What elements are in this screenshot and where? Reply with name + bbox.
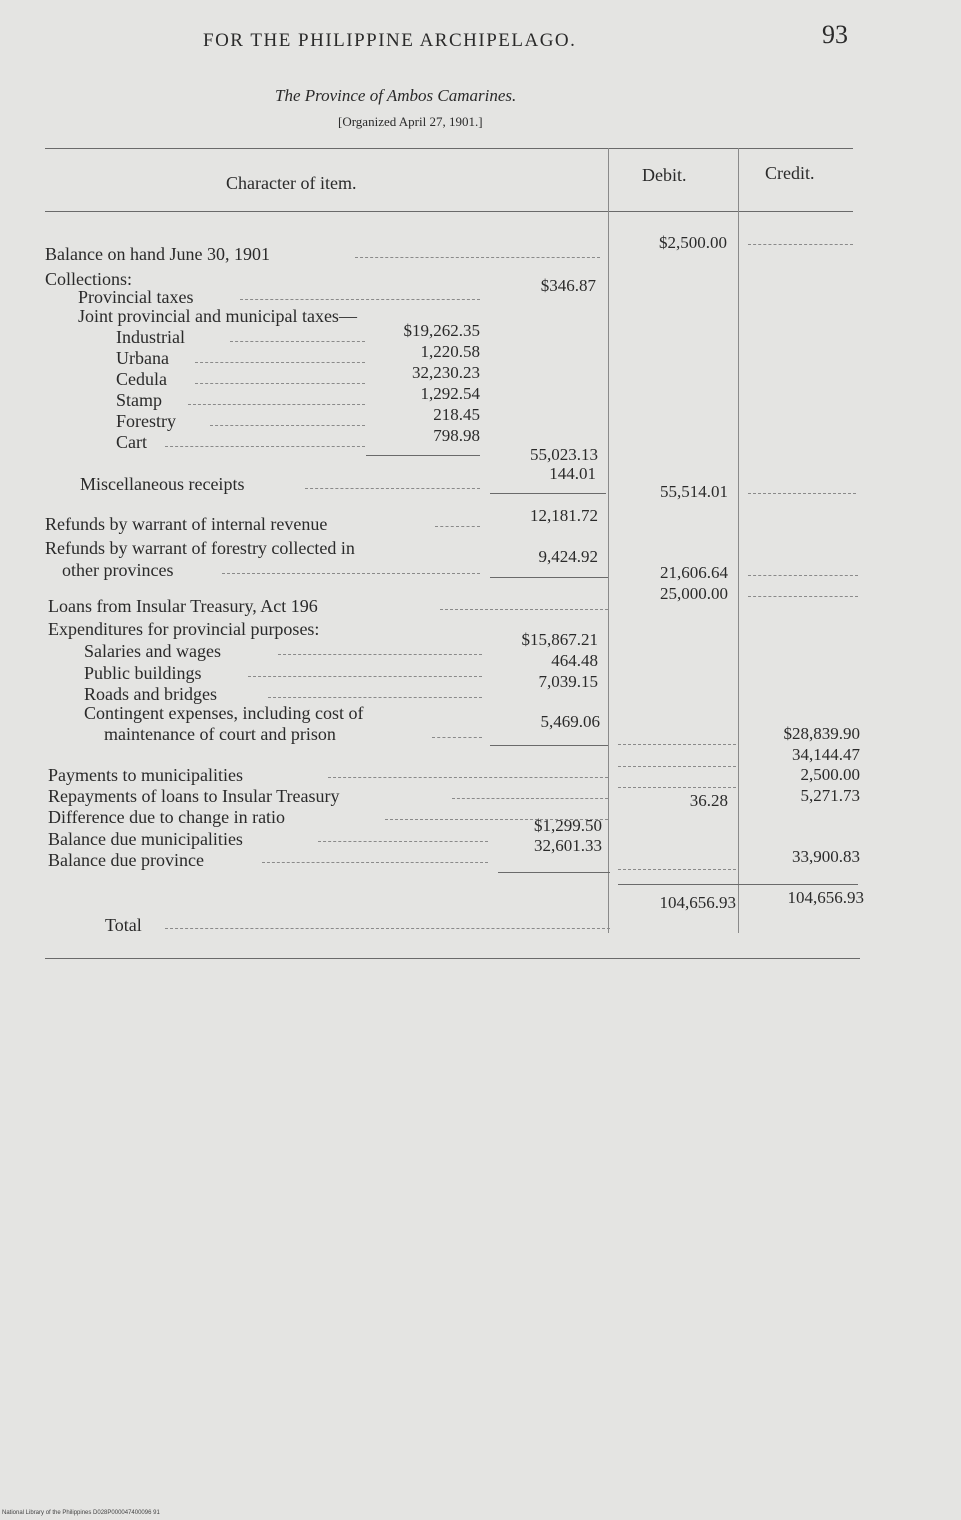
leader-dots <box>748 244 853 245</box>
row-joint-taxes-label: Joint provincial and municipal taxes— <box>78 306 357 326</box>
row-forestry-amount: 218.45 <box>433 405 480 424</box>
leader-dots <box>262 862 488 863</box>
row-balance-province-label: Balance due province <box>48 850 204 870</box>
leader-dots <box>305 488 480 489</box>
row-misc-receipts-amount: 144.01 <box>549 464 596 483</box>
row-urbana-amount: 1,220.58 <box>420 342 480 361</box>
leader-dots <box>748 493 856 494</box>
row-repayments-label: Repayments of loans to Insular Treasury <box>48 786 340 806</box>
row-salaries-amount: $15,867.21 <box>521 630 598 649</box>
row-total-credit: 104,656.93 <box>787 888 864 907</box>
leader-dots <box>748 575 858 576</box>
credit-column-divider <box>738 148 739 933</box>
column-header-debit: Debit. <box>642 165 687 185</box>
column-header-credit: Credit. <box>765 163 815 183</box>
row-stamp-label: Stamp <box>116 390 163 410</box>
leader-dots <box>195 362 365 363</box>
row-difference-debit: 36.28 <box>689 791 728 810</box>
row-payments-municipalities-credit: 34,144.47 <box>792 745 860 764</box>
row-difference-label: Difference due to change in ratio <box>48 807 286 827</box>
row-cart-amount: 798.98 <box>433 426 480 445</box>
leader-dots <box>195 383 365 384</box>
leader-dots <box>268 697 482 698</box>
table-bottom-rule <box>45 958 860 959</box>
row-industrial-amount: $19,262.35 <box>403 321 480 340</box>
row-total-debit: 104,656.93 <box>659 893 736 912</box>
row-balance-municipalities-amount: $1,299.50 <box>534 816 602 835</box>
subtotal-rule <box>490 577 608 578</box>
row-provincial-taxes-label: Provincial taxes <box>78 287 194 307</box>
row-refunds-forestry-label-cont: other provinces <box>62 560 174 580</box>
row-contingent-credit: $28,839.90 <box>783 724 860 743</box>
leader-dots <box>165 928 610 929</box>
row-total-label: Total <box>105 915 142 935</box>
leader-dots <box>210 425 365 426</box>
row-public-buildings-amount: 464.48 <box>551 651 598 670</box>
organized-date: [Organized April 27, 1901.] <box>338 114 483 129</box>
leader-dots <box>230 341 365 342</box>
row-roads-amount: 7,039.15 <box>538 672 598 691</box>
leader-dots <box>435 526 480 527</box>
row-balance-on-hand-label: Balance on hand June 30, 1901 <box>45 244 270 264</box>
leader-dots <box>618 869 736 870</box>
leader-dots <box>618 766 736 767</box>
row-refunds-forestry-debit: 21,606.64 <box>660 563 728 582</box>
row-refunds-internal-amount: 12,181.72 <box>530 506 598 525</box>
row-loans-debit: 25,000.00 <box>660 584 728 603</box>
leader-dots <box>432 737 482 738</box>
row-misc-receipts-label: Miscellaneous receipts <box>80 474 245 494</box>
row-contingent-label: Contingent expenses, including cost of <box>84 703 364 723</box>
row-public-buildings-label: Public buildings <box>84 663 202 683</box>
row-contingent-label-cont: maintenance of court and prison <box>104 724 336 744</box>
leader-dots <box>240 299 480 300</box>
subtotal-rule <box>498 872 610 873</box>
row-collections-label: Collections: <box>45 269 132 289</box>
leader-dots <box>748 596 858 597</box>
subtotal-rule <box>490 493 606 494</box>
row-difference-credit: 5,271.73 <box>800 786 860 805</box>
row-refunds-internal-label: Refunds by warrant of internal revenue <box>45 514 328 534</box>
row-balance-province-amount: 32,601.33 <box>534 836 602 855</box>
row-joint-total-amount: 55,023.13 <box>530 445 598 464</box>
leader-dots <box>248 676 482 677</box>
row-balance-municipalities-label: Balance due municipalities <box>48 829 243 849</box>
row-urbana-label: Urbana <box>116 348 169 368</box>
row-cart-label: Cart <box>116 432 147 452</box>
row-contingent-amount: 5,469.06 <box>540 712 600 731</box>
row-payments-municipalities-label: Payments to municipalities <box>48 765 243 785</box>
leader-dots <box>618 787 736 788</box>
row-misc-receipts-debit: 55,514.01 <box>660 482 728 501</box>
page-number: 93 <box>822 20 848 49</box>
row-repayments-credit: 2,500.00 <box>800 765 860 784</box>
leader-dots <box>452 798 608 799</box>
subtotal-rule <box>366 455 480 456</box>
row-forestry-label: Forestry <box>116 411 176 431</box>
row-expenditures-label: Expenditures for provincial purposes: <box>48 619 320 639</box>
header-bottom-rule <box>45 211 853 212</box>
leader-dots <box>188 404 365 405</box>
debit-column-divider <box>608 148 609 933</box>
row-refunds-forestry-label: Refunds by warrant of forestry collected in <box>45 538 355 558</box>
row-industrial-label: Industrial <box>116 327 185 347</box>
leader-dots <box>328 777 608 778</box>
row-refunds-forestry-amount: 9,424.92 <box>538 547 598 566</box>
row-cedula-label: Cedula <box>116 369 167 389</box>
row-balance-on-hand-debit: $2,500.00 <box>659 233 727 252</box>
leader-dots <box>318 841 488 842</box>
column-header-character: Character of item. <box>226 173 357 193</box>
row-roads-label: Roads and bridges <box>84 684 217 704</box>
row-balance-province-credit: 33,900.83 <box>792 847 860 866</box>
row-provincial-taxes-amount: $346.87 <box>540 276 596 295</box>
row-loans-label: Loans from Insular Treasury, Act 196 <box>48 596 318 616</box>
row-stamp-amount: 1,292.54 <box>420 384 480 403</box>
row-salaries-label: Salaries and wages <box>84 641 221 661</box>
subtotal-rule <box>490 745 608 746</box>
leader-dots <box>440 609 608 610</box>
leader-dots <box>618 744 736 745</box>
row-cedula-amount: 32,230.23 <box>412 363 480 382</box>
leader-dots <box>222 573 480 574</box>
leader-dots <box>165 446 365 447</box>
leader-dots <box>278 654 482 655</box>
province-subtitle: The Province of Ambos Camarines. <box>275 86 517 105</box>
leader-dots <box>355 257 600 258</box>
footer-credit: National Library of the Philippines D028P000047400096 91 <box>2 1510 160 1516</box>
running-title: FOR THE PHILIPPINE ARCHIPELAGO. <box>203 30 577 51</box>
total-rule <box>618 884 858 885</box>
table-top-rule <box>45 148 853 149</box>
